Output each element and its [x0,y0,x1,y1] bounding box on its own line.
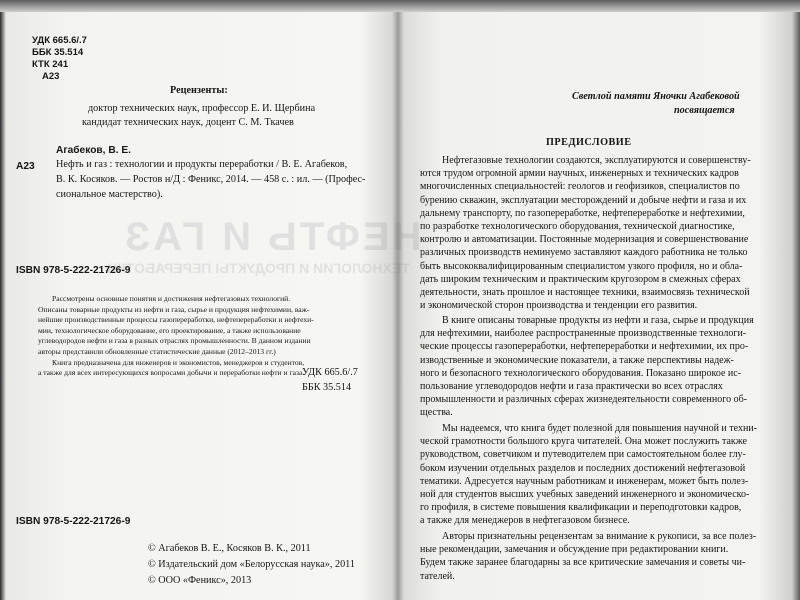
copyright-1: © Агабеков В. Е., Косяков В. К., 2011 [148,543,311,554]
preface-paragraph-2 [420,314,776,420]
catalog-mark: А23 [16,161,35,172]
body-line: Авторы признательны рецензентам за внимание к рукописи, за все полез- [442,531,757,542]
body-line: щества. [420,407,453,419]
body-line: тематики. Адресуется научным работникам и инженерам, может быть полез- [420,475,749,487]
body-line: деятельности, знать прошлое и настоящее техники, взаимосвязь технической [420,287,750,299]
dedication-line-2: посвящается [674,105,735,116]
annotation-line: Книга предназначена для инженеров и экономистов, менеджеров и студентов, [52,357,305,367]
reviewer-2: кандидат технических наук, доцент С. М. Ткачев [82,117,294,128]
annotation-line: нейшие производственные процессы газопереработки, нефтепереработки и нефтехи- [38,315,314,325]
body-line: по разработке технологического оборудования, технической диагностике, [420,221,735,233]
body-line: изводственные и экономические показатели, а также перспективы надеж- [420,354,734,366]
body-line: ческие процессы газопереработки, нефтепереработки и нефтехимии, их про- [420,341,749,353]
body-line: пользование углеводородов нефти и газа практически во всех отраслях [420,381,723,393]
body-line: тателей. [420,570,455,582]
copyright-3: © ООО «Феникс», 2013 [148,575,252,586]
udk-bottom: УДК 665.6/.7 [302,367,358,378]
body-line: Нефтегазовые технологии создаются, эксплуатируются и совершенству- [442,155,751,166]
body-line: для нефтехимии, наиболее распространенные производственные технологи- [420,328,747,340]
body-line: ной для студентов высших учебных заведений инженерного и экономическо- [420,489,750,501]
ktk-code: КТК 241 [32,59,69,70]
body-line: быть высококвалифицированным специалистом узкого профиля, но и обла- [420,260,743,272]
annotation-line: Рассмотрены основные понятия и достижения нефтегазовых технологий. [52,294,291,303]
body-line: Мы надеемся, что книга будет полезной для повышения научной и техни- [442,423,757,434]
catalog-line: сиональное мастерство). [56,189,163,200]
body-line: дальнему транспорту, по газопереработке, нефтепереработке и нефтехимии, [420,207,745,219]
body-line: ного и безопасного технологического оборудования. Показано широкое ис- [420,367,742,379]
isbn-bottom: ISBN 978-5-222-21726-9 [16,516,131,527]
body-line: и экономической сторон производства и тенденции его развития. [420,300,698,312]
annotation-line: а также для всех интересующихся вопросами добычи и переработки нефти и газа. [38,368,305,378]
body-line: многочисленных специальностей: геологов и геофизиков, специалистов по [420,181,740,193]
body-line: дать широким техническим и практическим кругозором в смежных сферах [420,273,741,285]
body-line: ются трудом огромной армии научных, инженерных и технических кадров [420,168,739,180]
author-mark: А23 [42,71,60,82]
catalog-author: Агабеков, В. Е. [56,145,131,156]
bleed-through-title: НЕФТЬ И ГАЗ [122,215,422,259]
bbk-bottom: ББК 35.514 [302,382,352,393]
dedication-line-1: Светлой памяти Яночки Агабековой [572,91,740,102]
reviewer-1: доктор технических наук, профессор Е. И. Щербина [88,103,316,114]
preface-paragraph-3 [420,422,776,528]
preface-title: ПРЕДИСЛОВИЕ [546,137,632,148]
body-line: ные рекомендации, замечания и обсуждение при редактировании книги. [420,544,729,556]
copyright-2: © Издательский дом «Белорусская наука», 2011 [148,559,355,570]
bleed-through-subtitle: ТЕХНОЛОГИИ И ПРОДУКТЫ ПЕРЕРАБОТКИ [107,260,410,276]
right-page [408,20,788,600]
reviewers-heading: Рецензенты: [170,85,228,96]
body-line: ческой грамотности большого круга читателей. Она может послужить также [420,436,747,448]
body-line: промышленности и различных сферах жизнедеятельности современного об- [420,394,748,406]
left-page [12,20,422,600]
body-line: различных производств неминуемо заставляют каждого работника не только [420,247,748,259]
annotation-line: мии, технологическое оборудование, его проектирование, а также использование [38,325,301,335]
body-line: В книге описаны товарные продукты из нефти и газа, сырье и продукция [442,315,754,326]
isbn-top: ISBN 978-5-222-21726-9 [16,265,131,276]
body-line: Будем также заранее благодарны за все критические замечания и советы чи- [420,557,746,569]
annotation-line: авторы представили обновленные статистические данные (2012–2013 гг.) [38,346,276,356]
annotation-line: углеводородов нефти и газа в разных отраслях промышленности. В данном издании [38,336,311,346]
catalog-line: Нефть и газ : технологии и продукты переработки / В. Е. Агабеков, [56,159,348,170]
body-line: го профиля, в системе повышения квалификации и переподготовки кадров, [420,502,742,514]
annotation-line: Описаны товарные продукты из нефти и газа, сырье и продукция нефтехимии, важ- [38,304,310,314]
preface-paragraph-1 [420,154,776,312]
catalog-line: В. К. Косяков. — Ростов н/Д : Феникс, 2014. — 458 с. : ил. — (Профес- [56,174,366,185]
body-line: руководством, советчиком и путеводителем при самостоятельном более глу- [420,449,746,461]
body-line: бурению скважин, эксплуатации месторождений и добыче нефти и газа и их [420,194,747,206]
top-edge [0,0,800,12]
body-line: а также для менеджеров в нефтегазовом бизнесе. [420,515,630,527]
udk-code: УДК 665.6/.7 [32,35,87,46]
bbk-code: ББК 35.514 [32,47,84,58]
preface-paragraph-4 [420,530,776,583]
body-line: боком изучении отдельных разделов и последних достижений нефтегазовой [420,462,746,474]
body-line: контролю и автоматизации. Постоянные модернизация и совершенствование [420,234,749,246]
